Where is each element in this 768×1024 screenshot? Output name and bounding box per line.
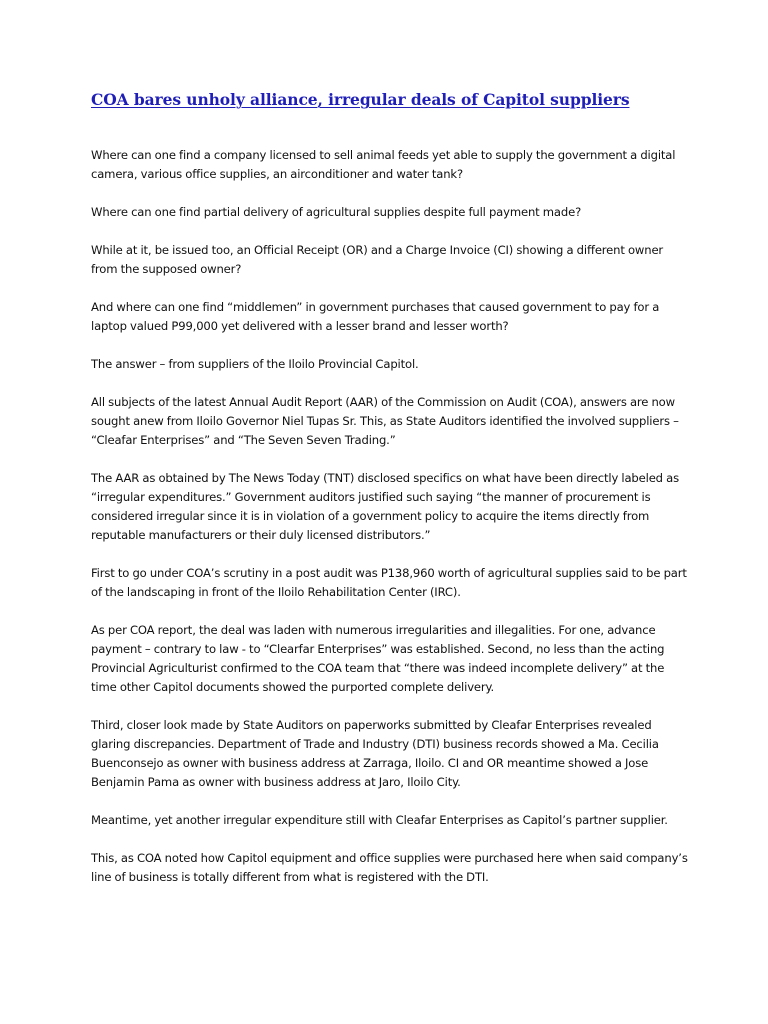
paragraph-3: While at it, be issued too, an Official Receipt (OR) and a Charge Invoice (CI) showing a different owner from the supposed owner? bbox=[91, 243, 664, 276]
paragraph-8: First to go under COA’s scrutiny in a post audit was P138,960 worth of agricultural supplies said to be part of the landscaping in front of the Iloilo Rehabilitation Center (IRC). bbox=[91, 566, 687, 599]
paragraph-11: Meantime, yet another irregular expenditure still with Cleafar Enterprises as Capitol’s partner supplier. bbox=[91, 813, 668, 827]
paragraph-12: This, as COA noted how Capitol equipment and office supplies were purchased here when said company’s line of business is totally different from what is registered with the DTI. bbox=[91, 851, 688, 884]
paragraph-5: The answer – from suppliers of the Iloilo Provincial Capitol. bbox=[91, 357, 419, 371]
paragraph-1: Where can one find a company licensed to sell animal feeds yet able to supply the government a digital camera, various office supplies, an airconditioner and water tank? bbox=[91, 148, 676, 181]
paragraph-4: And where can one find “middlemen” in government purchases that caused government to pay for a laptop valued P99,000 yet delivered with a lesser brand and lesser worth? bbox=[91, 300, 660, 333]
paragraph-6: All subjects of the latest Annual Audit Report (AAR) of the Commission on Audit (COA), answers are now sought anew from Iloilo Governor Niel Tupas Sr. This, as State Auditors identified the involved suppliers – “Cleafar Enterprises” and “The Seven Seven Trading.” bbox=[91, 395, 679, 447]
article-title[interactable]: COA bares unholy alliance, irregular deals of Capitol suppliers bbox=[91, 90, 630, 109]
paragraph-9: As per COA report, the deal was laden with numerous irregularities and illegalities. For one, advance payment – contrary to law - to “Clearfar Enterprises” was established. Second, no less than the acting Provincial Agriculturist confirmed to the COA team that “there was indeed incomplete delivery” at the time other Capitol documents showed the purported complete delivery. bbox=[91, 623, 665, 694]
paragraph-7: The AAR as obtained by The News Today (TNT) disclosed specifics on what have been directly labeled as “irregular expenditures.” Government auditors justified such saying “the manner of procurement is considered irregular since it is in violation of a government policy to acquire the items directly from reputable manufacturers or their duly licensed distributors.” bbox=[91, 471, 679, 542]
paragraph-10: Third, closer look made by State Auditors on paperworks submitted by Cleafar Enterprises revealed glaring discrepancies. Department of Trade and Industry (DTI) business records showed a Ma. Cecilia Buenconsejo as owner with business address at Zarraga, Iloilo. CI and OR meantime showed a Jose Benjamin Pama as owner with business address at Jaro, Iloilo City. bbox=[91, 718, 659, 789]
paragraph-2: Where can one find partial delivery of agricultural supplies despite full payment made? bbox=[91, 205, 582, 219]
article-body bbox=[91, 146, 691, 906]
